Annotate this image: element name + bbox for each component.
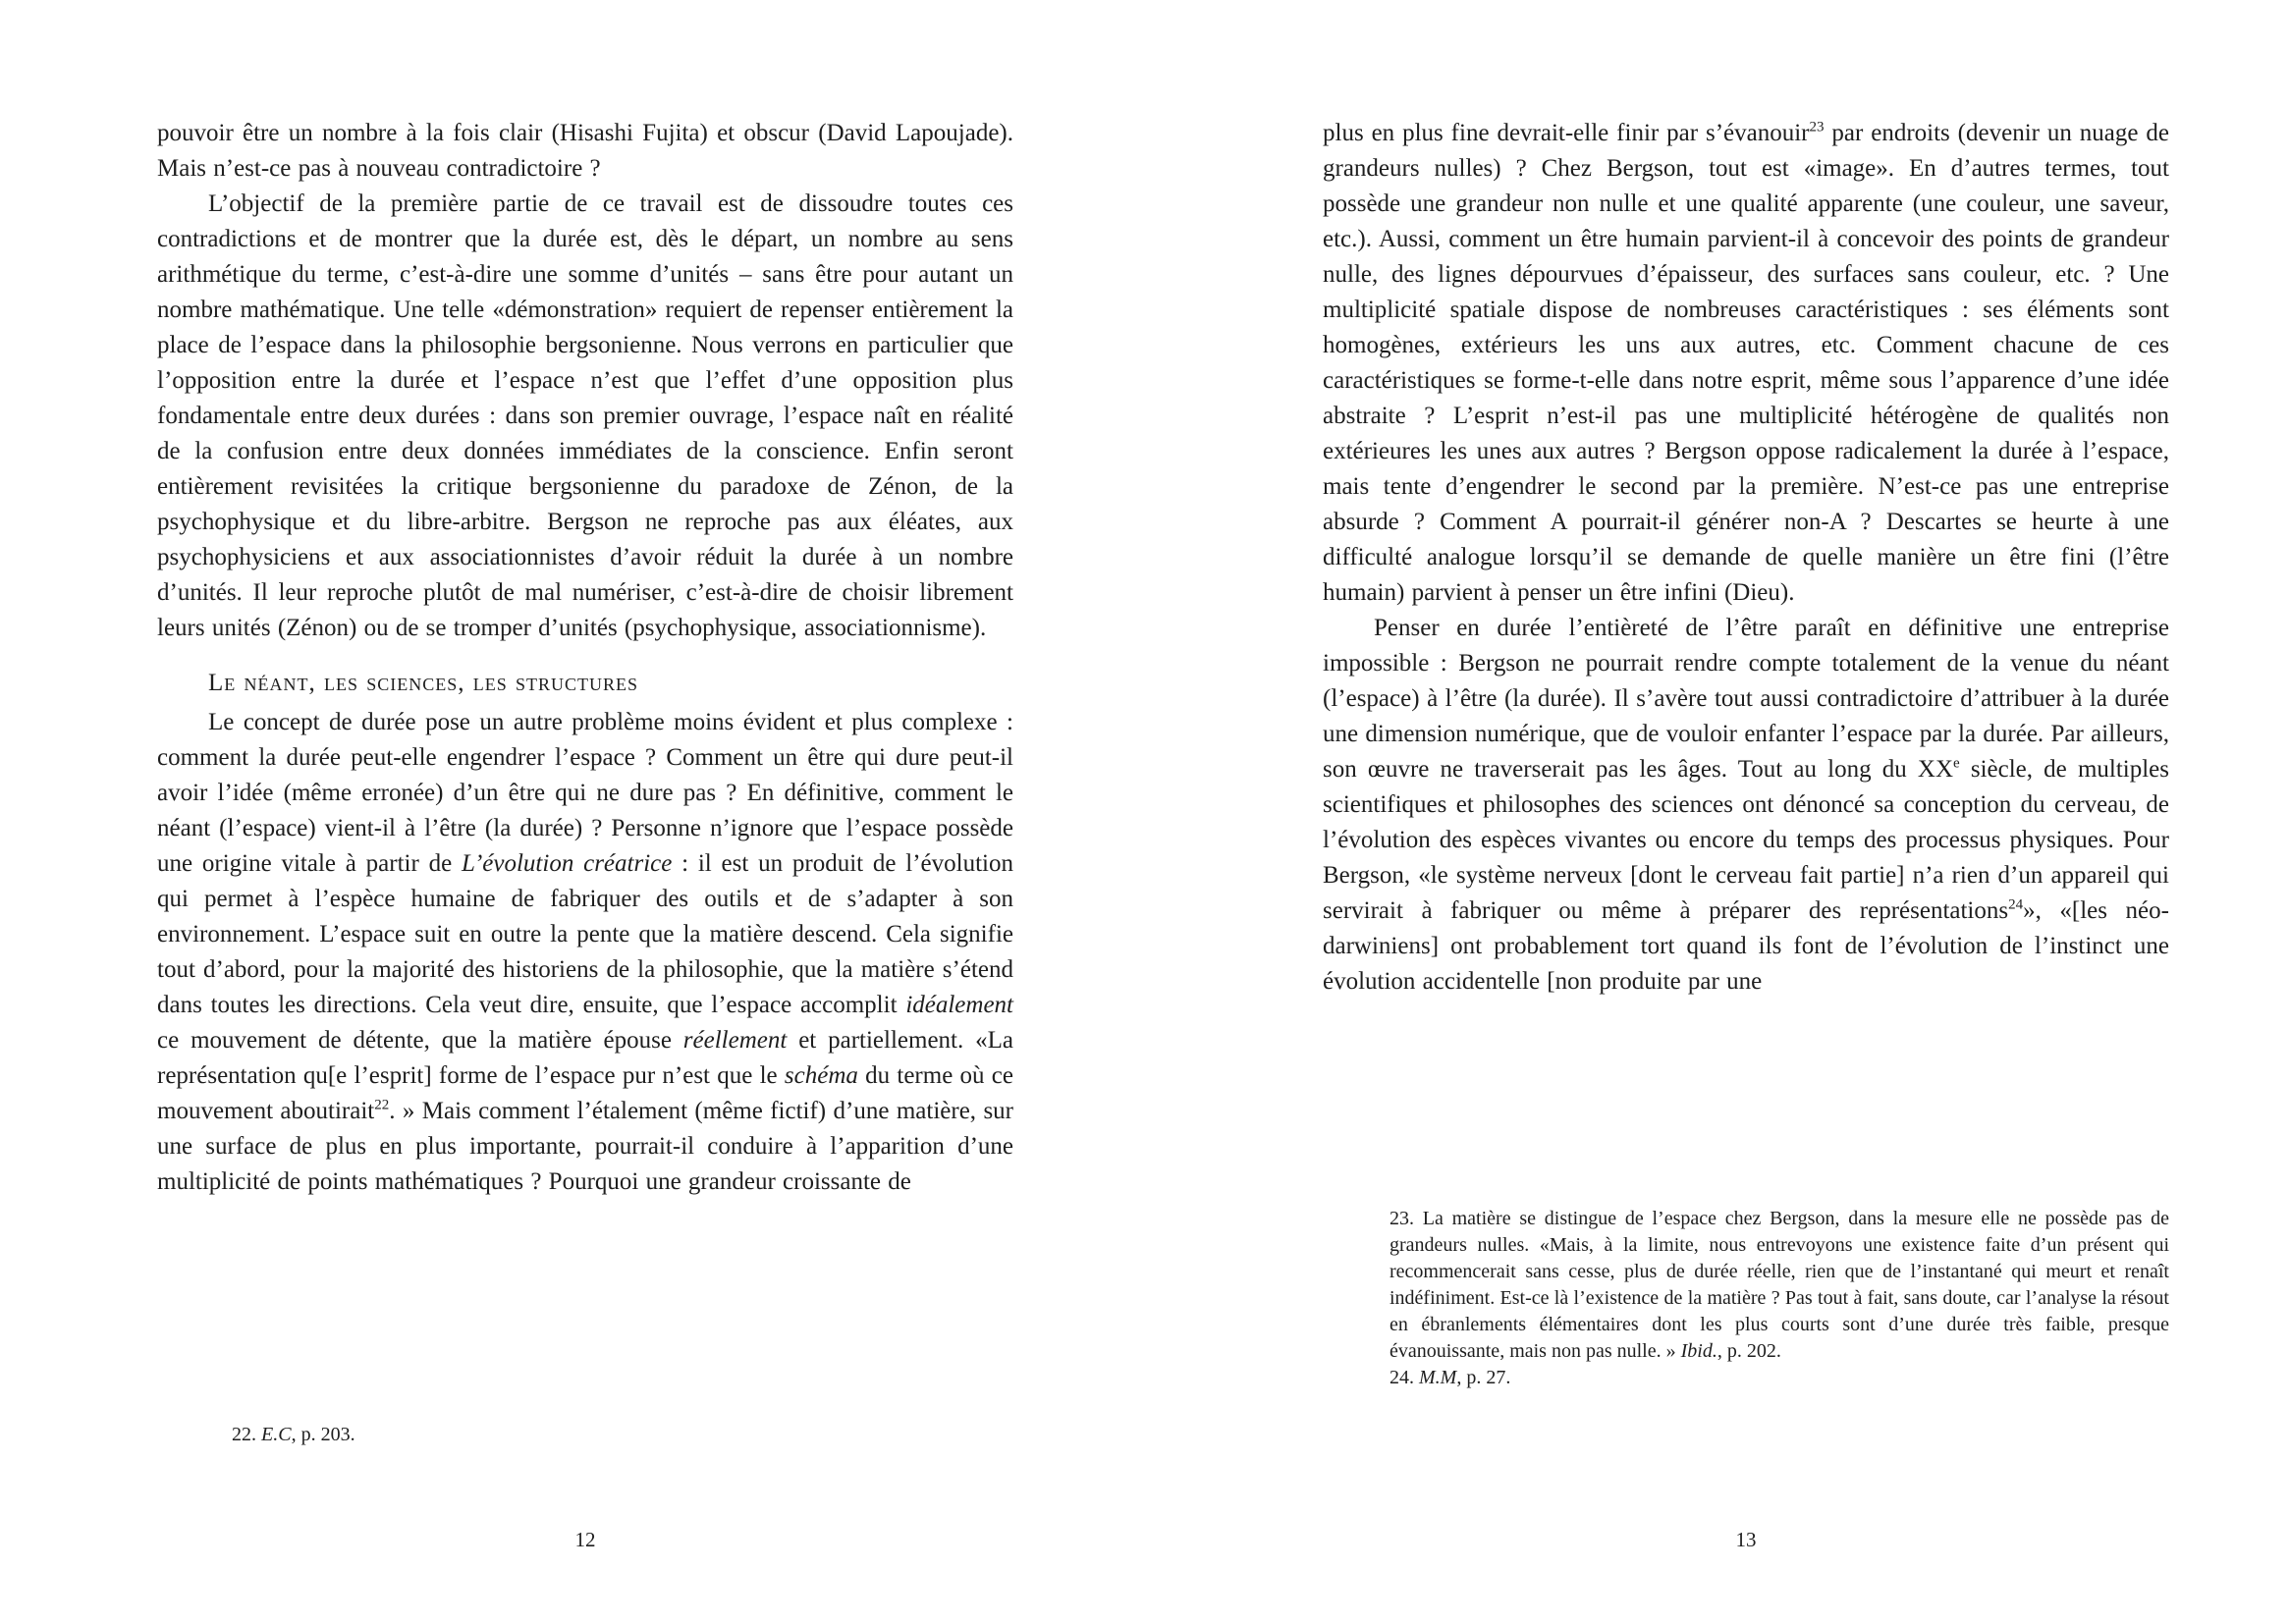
text-run: : il est un produit de l’évolution qui permet à l’espèce humaine de fabriquer des outils et de s’adapter à son environnement. L’espace suit en outre la pente que la matière descend. Cela signifie tout d’abord, pour la majorité des historiens de la philosophie, que la matière s’étend dans toutes les directions. Cela veut dire, ensuite, que l’espace accomplit: [157, 850, 1013, 1018]
text-run: Penser en durée l’entièreté de l’être paraît en définitive une entreprise impossible : Bergson ne pourrait rendre compte totalement de la venue du néant (l’espace) à l’être (la durée). Il s’avère tout aussi contradictoire d’attribuer à la durée une dimension numérique, que de vouloir enfanter l’espace par la durée. Par ailleurs, son œuvre ne traverserait pas les âges. Tout au long du XX: [1323, 615, 2169, 783]
text-run: par endroits (devenir un nuage de grandeurs nulles) ? Chez Bergson, tout est «image». En d’autres termes, tout possède une grandeur non nulle et une qualité apparente (une couleur, une saveur, etc.). Aussi, comment un être humain parvient-il à concevoir des points de grandeur nulle, des lignes dépourvues d’épaisseur, des surfaces sans couleur, etc. ? Une multiplicité spatiale dispose de nombreuses caractéristiques : ses éléments sont homogènes, extérieurs les uns aux autres, etc. Comment chacune de ces caractéristiques se forme-t-elle dans notre esprit, même sous l’apparence d’une idée abstraite ? L’esprit n’est-il pas une multiplicité hétérogène de qualités non extérieures les unes aux autres ? Bergson oppose radicalement la durée à l’espace, mais tente d’engendrer le second par la première. N’est-ce pas une entreprise absurde ? Comment A pourrait-il générer non-A ? Descartes se heurte à une difficulté analogue lorsqu’il se demande de quelle manière un être fini (l’être humain) parvient à penser un être infini (Dieu).: [1323, 120, 2169, 606]
superscript-note-ref: 22: [374, 1097, 390, 1113]
text-run: et partiellement. «La représentation qu[e l’esprit] forme de l’espace pur n’est que le: [157, 1027, 1013, 1089]
italic-text-run: E.C: [261, 1424, 292, 1445]
text-run: , p. 27.: [1456, 1367, 1511, 1388]
text-run: 22.: [232, 1424, 261, 1445]
italic-text-run: M.M: [1419, 1367, 1457, 1388]
page-right: [1145, 0, 2289, 1624]
italic-text-run: schéma: [784, 1062, 858, 1089]
paragraph: [1323, 116, 2169, 611]
text-run: pouvoir être un nombre à la fois clair (Hisashi Fujita) et obscur (David Lapoujade). Mais n’est-ce pas à nouveau contradictoire ?: [157, 120, 1013, 182]
paragraph: [157, 187, 1013, 646]
page-left-text-block: [157, 116, 1013, 1200]
text-run: , p. 202.: [1717, 1340, 1781, 1362]
paragraph: [157, 116, 1013, 187]
text-run: 23. La matière se distingue de l’espace chez Bergson, dans la mesure elle ne possède pas de grandeurs nulles. «Mais, à la limite, nous entrevoyons une existence faite d’un présent qui recommencerait sans cesse, plus de durée réelle, rien que de l’instantané qui meurt et renaît indéfiniment. Est-ce là l’existence de la matière ? Pas tout à fait, sans doute, car l’analyse la résout en ébranlements élémentaires dont les plus courts sont d’une durée très faible, presque évanouissante, mais non pas nulle. »: [1390, 1208, 2169, 1362]
text-run: », «[les néo-darwiniens] ont probablement tort quand ils font de l’évolution de l’instinct une évolution accidentelle [non produite par une: [1323, 897, 2169, 995]
superscript-note-ref: e: [1953, 755, 1960, 772]
paragraph: [157, 705, 1013, 1200]
text-run: siècle, de multiples scientifiques et philosophes des sciences ont dénoncé sa conception du cerveau, de l’évolution des espèces vivantes ou encore du temps des processus physiques. Pour Bergson, «le système nerveux [dont le cerveau fait partie] n’a rien d’un appareil qui servirait à fabriquer ou même à préparer des représentations: [1323, 756, 2169, 924]
italic-text-run: Ibid.: [1680, 1340, 1717, 1362]
page-left-footnotes: [232, 1422, 1013, 1448]
text-run: L’objectif de la première partie de ce travail est de dissoudre toutes ces contradictions et de montrer que la durée est, dès le départ, un nombre au sens arithmétique du terme, c’est-à-dire une somme d’unités – sans être pour autant un nombre mathématique. Une telle «démonstration» requiert de repenser entièrement la place de l’espace dans la philosophie bergsonienne. Nous verrons en particulier que l’opposition entre la durée et l’espace n’est que l’effet d’une opposition plus fondamentale entre deux durées : dans son premier ouvrage, l’espace naît en réalité de la confusion entre deux données immédiates de la conscience. Enfin seront entièrement revisitées la critique bergsonienne du paradoxe de Zénon, de la psychophysique et du libre-arbitre. Bergson ne reproche pas aux éléates, aux psychophysiciens et aux associationnistes d’avoir réduit la durée à un nombre d’unités. Il leur reproche plutôt de mal numériser, c’est-à-dire de choisir librement leurs unités (Zénon) ou de se tromper d’unités (psychophysique, associationnisme).: [157, 190, 1013, 641]
page-number-left: 12: [574, 1528, 596, 1551]
italic-text-run: L’évolution créatrice: [461, 850, 673, 877]
footnote: [232, 1422, 1013, 1448]
page-right-text-block: [1323, 116, 2169, 1000]
text-run: , p. 203.: [291, 1424, 355, 1445]
superscript-note-ref: 24: [2008, 896, 2024, 913]
text-run: . » Mais comment l’étalement (même fictif) d’une matière, sur une surface de plus en plus importante, pourrait-il conduire à l’apparition d’une multiplicité de points mathématiques ? Pourquoi une grandeur croissante de: [157, 1098, 1013, 1195]
text-run: plus en plus fine devrait-elle finir par s’évanouir: [1323, 120, 1810, 146]
page-number-right: 13: [1735, 1528, 1757, 1551]
paragraph: [1323, 611, 2169, 1000]
text-run: du terme où ce mouvement aboutirait: [157, 1062, 1013, 1124]
footnote: [1390, 1365, 2169, 1391]
italic-text-run: réellement: [682, 1027, 788, 1054]
text-run: 24.: [1390, 1367, 1419, 1388]
superscript-note-ref: 23: [1809, 119, 1825, 135]
text-run: Le concept de durée pose un autre problème moins évident et plus complexe : comment la durée peut-elle engendrer l’espace ? Comment un être qui dure peut-il avoir l’idée (même erronée) d’un être qui ne dure pas ? En définitive, comment le néant (l’espace) vient-il à l’être (la durée) ? Personne n’ignore que l’espace possède une origine vitale à partir de: [157, 709, 1013, 877]
section-heading: [157, 666, 1013, 701]
text-run: ce mouvement de détente, que la matière épouse: [157, 1027, 683, 1054]
footnote: [1390, 1206, 2169, 1365]
page-right-footnotes: [1390, 1206, 2169, 1391]
italic-text-run: idéalement: [905, 992, 1013, 1018]
text-run: Le néant, les sciences, les structures: [208, 670, 639, 696]
